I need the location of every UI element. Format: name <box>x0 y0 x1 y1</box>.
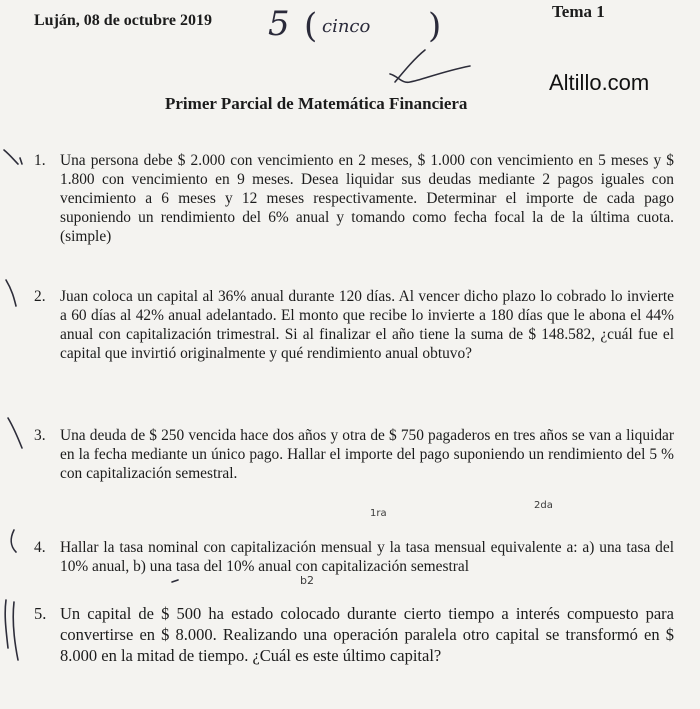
question-number: 2. <box>34 288 46 305</box>
q3-margin-tick <box>8 418 22 448</box>
question-text: Un capital de $ 500 ha estado colocado durante cierto tiempo a interés compuesto para convertirse en $ 8.000. Realizando una operación paralela otro capital se transformó en $ 8.000 en la mitad de tiempo. ¿Cuál es este último capital? <box>60 604 674 665</box>
exam-tema: Tema 1 <box>552 2 605 21</box>
q4-pencil-tick <box>172 580 178 582</box>
margin-mark-2da: 2da <box>534 500 553 511</box>
q2-margin-tick <box>6 280 16 306</box>
q5-margin-marks <box>5 600 18 660</box>
handwritten-grade-open-paren: ( <box>304 6 318 46</box>
q1-margin-tick <box>4 150 22 164</box>
exam-title: Primer Parcial de Matemática Financiera <box>165 94 468 113</box>
question-number: 1. <box>34 152 46 169</box>
question-number: 4. <box>34 539 46 556</box>
question-number: 5. <box>34 604 47 623</box>
question-number: 3. <box>34 427 46 444</box>
margin-mark-1ra: 1ra <box>370 508 387 519</box>
handwritten-grade-word: cinco <box>322 16 371 37</box>
question-text: Hallar la tasa nominal con capitalización mensual y la tasa mensual equivalente a: a) una tasa del 10% anual, b) una tasa del 10% anual con capitalización semestral <box>60 539 674 575</box>
signature-scribble <box>390 50 470 82</box>
exam-date: Luján, 08 de octubre 2019 <box>34 12 212 29</box>
handwritten-grade-close-paren: ) <box>428 6 442 46</box>
question-text: Una persona debe $ 2.000 con vencimiento en 2 meses, $ 1.000 con vencimiento en 5 meses y $ 1.800 con vencimiento en 9 meses. Desea liquidar sus deudas mediante 2 pagos iguales con vencimiento a 6 meses y 12 meses respectivamente. Determinar el importe de cada pago suponiendo un rendimiento del 6% anual y tomando como fecha focal la de la última cuota. (simple) <box>60 152 674 245</box>
watermark: Altillo.com <box>549 70 650 95</box>
margin-mark-b2: b2 <box>300 574 314 587</box>
q4-margin-bracket <box>11 530 16 552</box>
handwritten-grade-number: 5 <box>268 4 290 44</box>
question-text: Juan coloca un capital al 36% anual durante 120 días. Al vencer dicho plazo lo cobrado lo invierte a 60 días al 42% anual adelantado. El monto que recibe lo invierte a 180 días que le abona el 44% anual con capitalización trimestral. Si al finalizar el año tiene la suma de $ 148.582, ¿cuál fue el capital que invirtió originalmente y qué rendimiento anual obtuvo? <box>60 288 674 362</box>
question-text: Una deuda de $ 250 vencida hace dos años y otra de $ 750 pagaderos en tres años se van a liquidar en la fecha mediante un único pago. Hallar el importe del pago suponiendo un rendimiento del 5 % con capitalización semestral. <box>60 427 674 482</box>
